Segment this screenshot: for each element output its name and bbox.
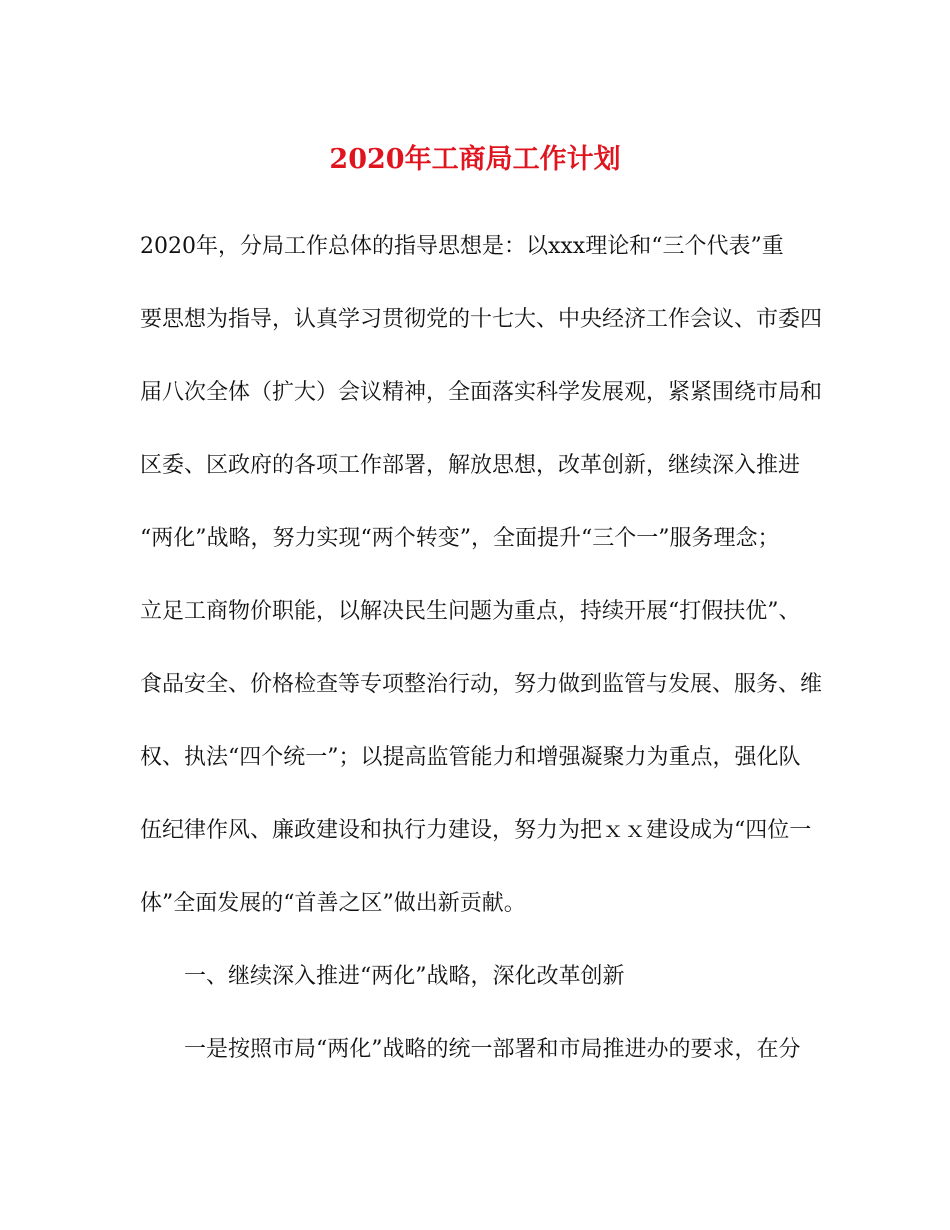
paragraph-line: 区委、区政府的各项工作部署，解放思想，改革创新，继续深入推进 <box>140 453 801 478</box>
document-title: 2020年工商局工作计划 <box>329 144 621 175</box>
paragraph-line: 立足工商物价职能，以解决民生问题为重点，持续开展“打假扶优”、 <box>140 599 801 624</box>
paragraph-line: 要思想为指导，认真学习贯彻党的十七大、中央经济工作会议、市委四 <box>140 307 823 332</box>
paragraph-line: 伍纪律作风、廉政建设和执行力建设，努力为把ｘｘ建设成为“四位一 <box>140 818 812 843</box>
paragraph-line: 体”全面发展的“首善之区”做出新贡献。 <box>140 891 526 916</box>
paragraph-line: “两化”战略，努力实现“两个转变”，全面提升“三个一”服务理念； <box>140 526 780 551</box>
paragraph-line: 2020年，分局工作总体的指导思想是：以xxx理论和“三个代表”重 <box>140 234 784 259</box>
section-heading: 一、继续深入推进“两化”战略，深化改革创新 <box>184 964 625 989</box>
paragraph-line: 食品安全、价格检查等专项整治行动，努力做到监管与发展、服务、维 <box>140 672 823 697</box>
section-paragraph-line: 一是按照市局“两化”战略的统一部署和市局推进办的要求，在分 <box>184 1037 801 1062</box>
paragraph-line: 权、执法“四个统一”；以提高监管能力和增强凝聚力为重点，强化队 <box>140 745 801 770</box>
paragraph-line: 届八次全体（扩大）会议精神，全面落实科学发展观，紧紧围绕市局和 <box>140 380 823 405</box>
